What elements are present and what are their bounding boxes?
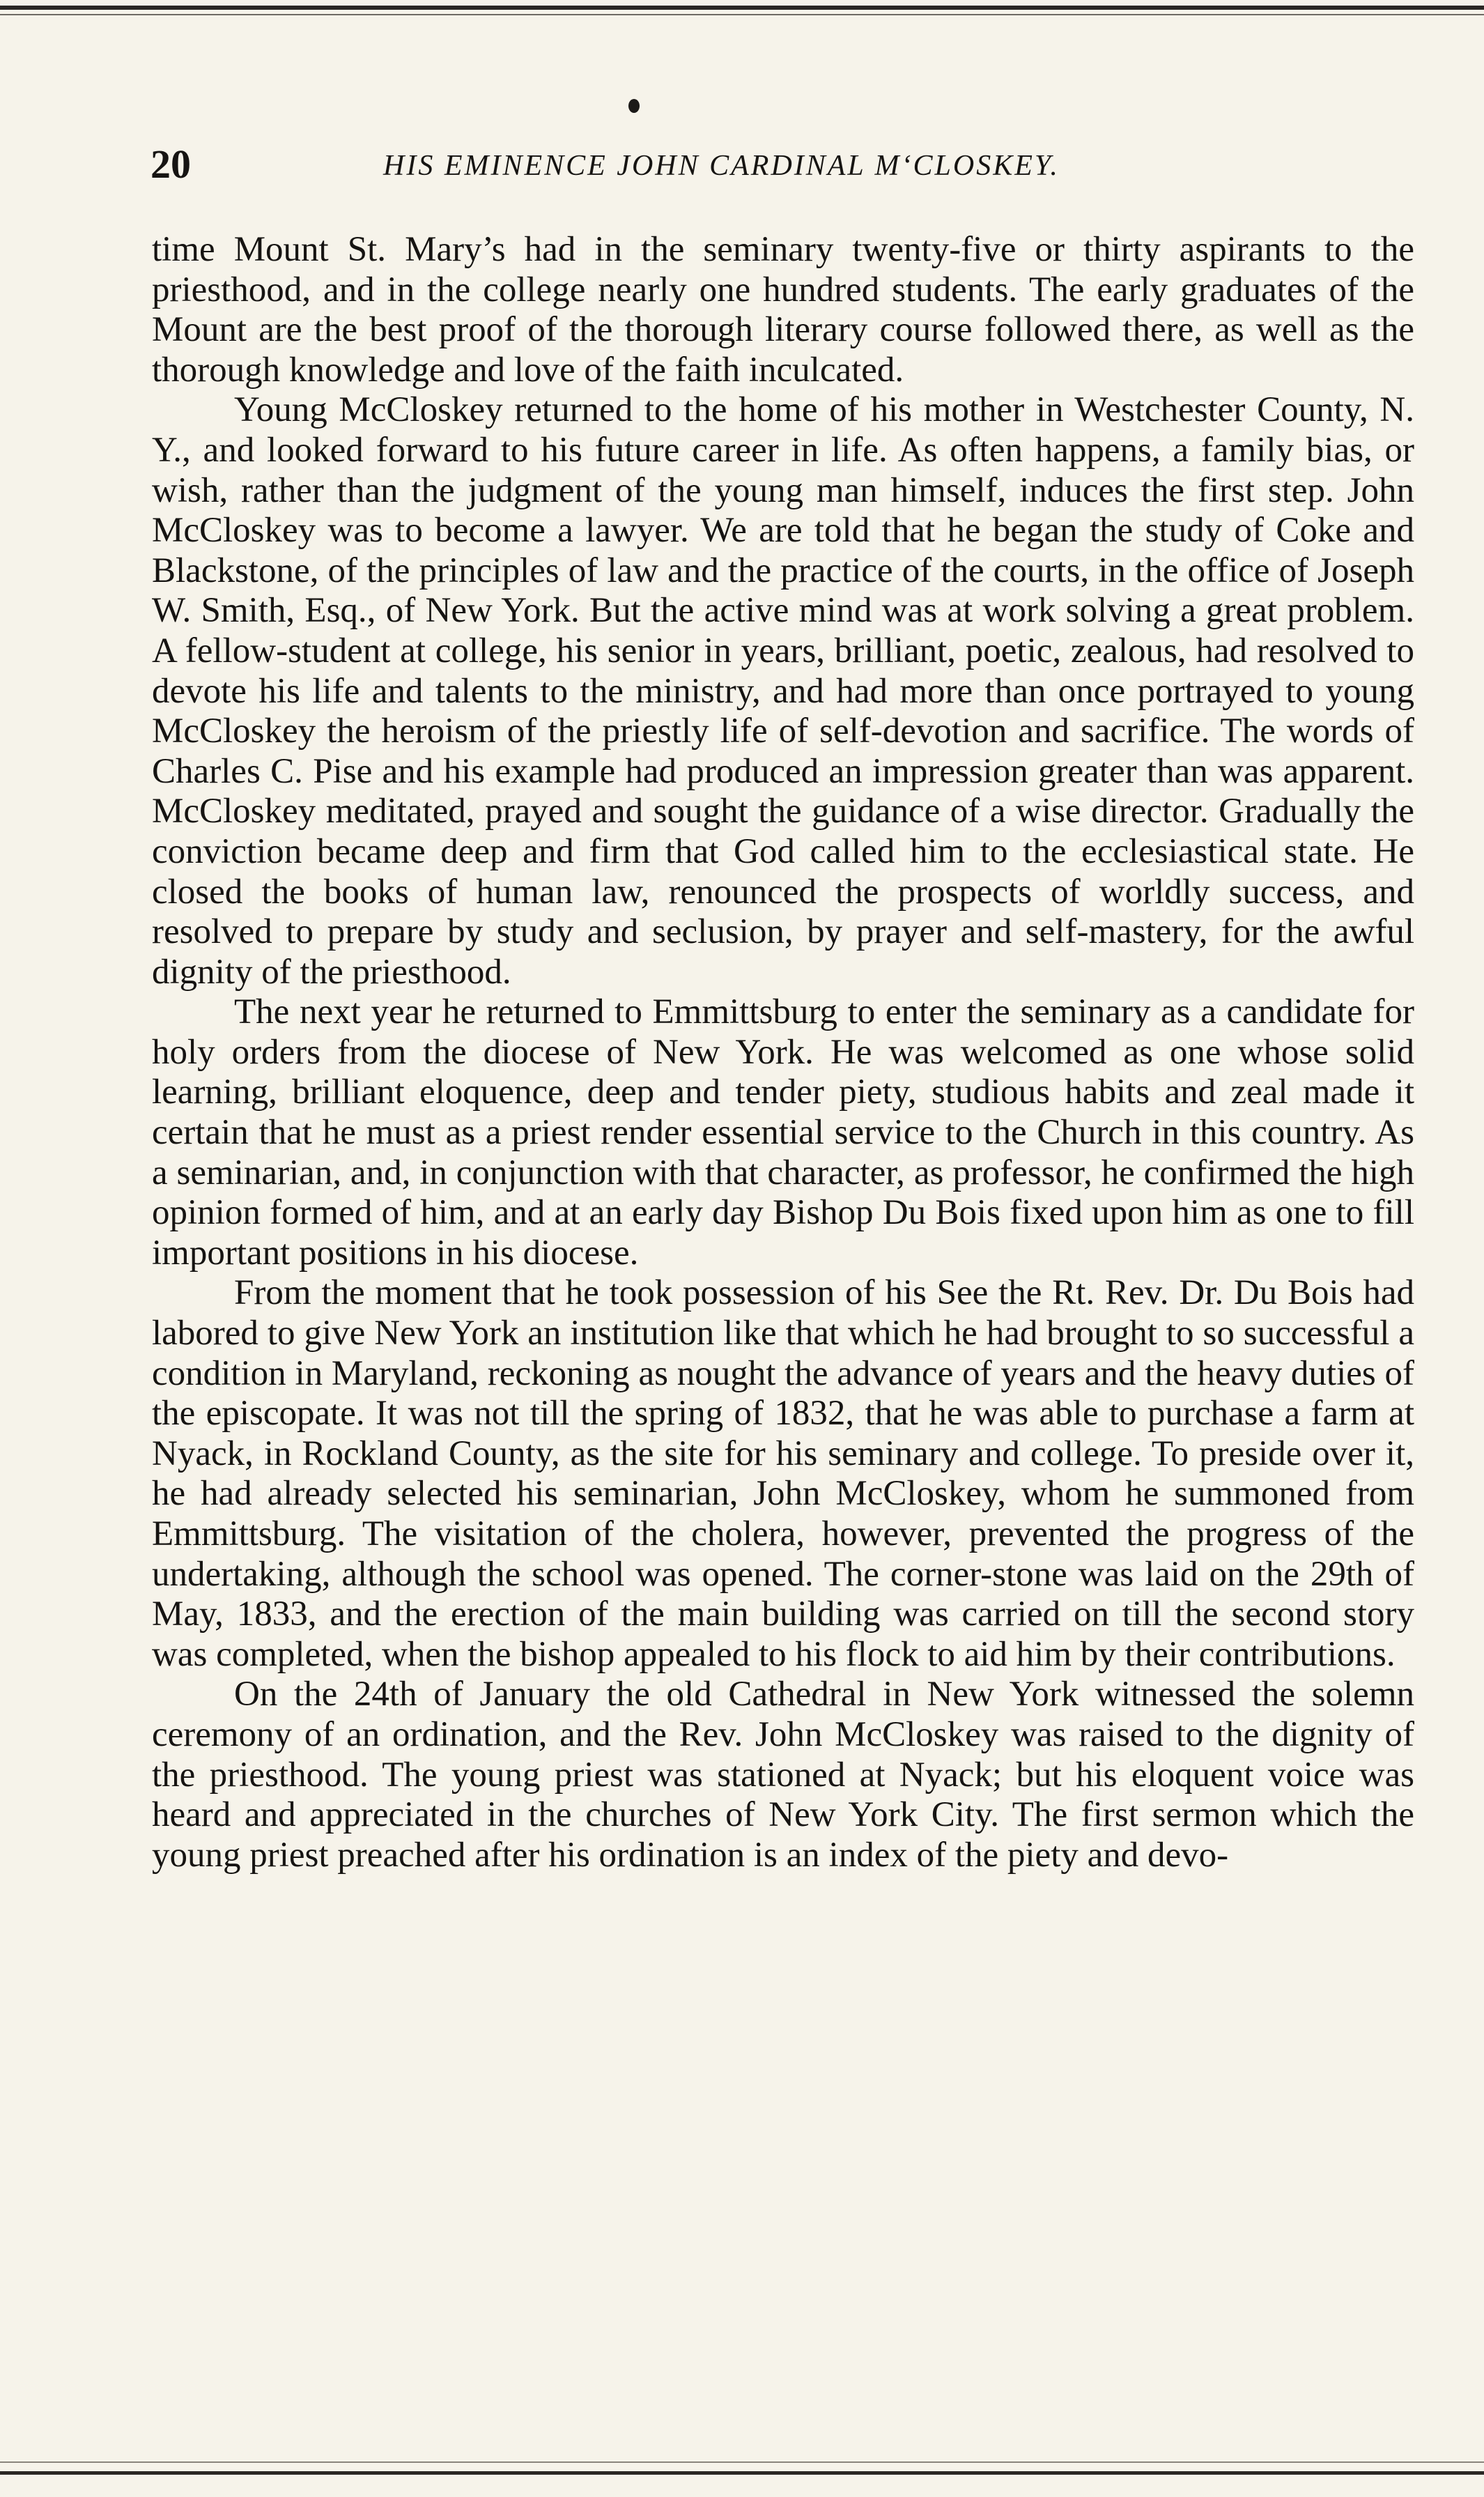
paragraph: The next year he returned to Emmittsburg to enter the seminary as a candidate for holy orders from the diocese of New York. He was welcomed as one whose solid learning, brilliant eloquence, deep and tender piety, studious habits and zeal made it certain that he must as a priest render essential service to the Church in this country. As a seminarian, and, in conjunction with that character, as professor, he confirmed the high opinion formed of him, and at an early day Bishop Du Bois fixed upon him as one to fill important positions in his diocese. [152,992,1414,1273]
page-number: 20 [150,141,191,187]
top-border-thin-rule [0,14,1484,15]
running-title: HIS EMINENCE JOHN CARDINAL M‘CLOSKEY. [383,150,1060,182]
bottom-border-thin-rule [0,2461,1484,2463]
paragraph: time Mount St. Mary’s had in the seminary twenty-five or thirty aspirants to the priesthood, and in the college nearly one hundred students. The early graduates of the Mount are the best proof of the thorough literary course followed there, as well as the thorough knowledge and love of the faith inculcated. [152,230,1414,390]
paragraph: From the moment that he took possession of his See the Rt. Rev. Dr. Du Bois had labored to give New York an institution like that which he had brought to so successful a condition in Maryland, reckoning as nought the advance of years and the heavy duties of the episcopate. It was not till the spring of 1832, that he was able to purchase a farm at Nyack, in Rockland County, as the site for his seminary and college. To preside over it, he had already selected his seminarian, John McCloskey, whom he summoned from Emmittsburg. The visitation of the cholera, however, prevented the progress of the undertaking, although the school was opened. The corner-stone was laid on the 29th of May, 1833, and the erection of the main building was carried on till the second story was completed, when the bishop appealed to his flock to aid him by their contributions. [152,1273,1414,1674]
paragraph: On the 24th of January the old Cathedral in New York witnessed the solemn ceremony of an ordination, and the Rev. John McCloskey was raised to the dignity of the priesthood. The young priest was stationed at Nyack; but his eloquent voice was heard and appreciated in the churches of New York City. The first sermon which the young priest preached after his ordination is an index of the piety and devo- [152,1675,1414,1875]
page-header [150,137,1419,192]
bottom-border-rule [0,2471,1484,2475]
printer-mark-dot [628,99,640,113]
body-text [152,230,1414,1875]
paragraph: Young McCloskey returned to the home of his mother in Westchester County, N. Y., and looked forward to his future career in life. As often happens, a family bias, or wish, rather than the judgment of the young man himself, induces the first step. John McCloskey was to become a lawyer. We are told that he began the study of Coke and Blackstone, of the principles of law and the practice of the courts, in the office of Joseph W. Smith, Esq., of New York. But the active mind was at work solving a great problem. A fellow-student at college, his senior in years, brilliant, poetic, zealous, had resolved to devote his life and talents to the ministry, and had more than once portrayed to young McCloskey the heroism of the priestly life of self-devotion and sacrifice. The words of Charles C. Pise and his example had produced an impression greater than was apparent. McCloskey meditated, prayed and sought the guidance of a wise director. Gradually the conviction became deep and firm that God called him to the ecclesiastical state. He closed the books of human law, renounced the prospects of worldly success, and resolved to prepare by study and seclusion, by prayer and self-mastery, for the awful dignity of the priesthood. [152,390,1414,992]
top-border-rule [0,6,1484,10]
